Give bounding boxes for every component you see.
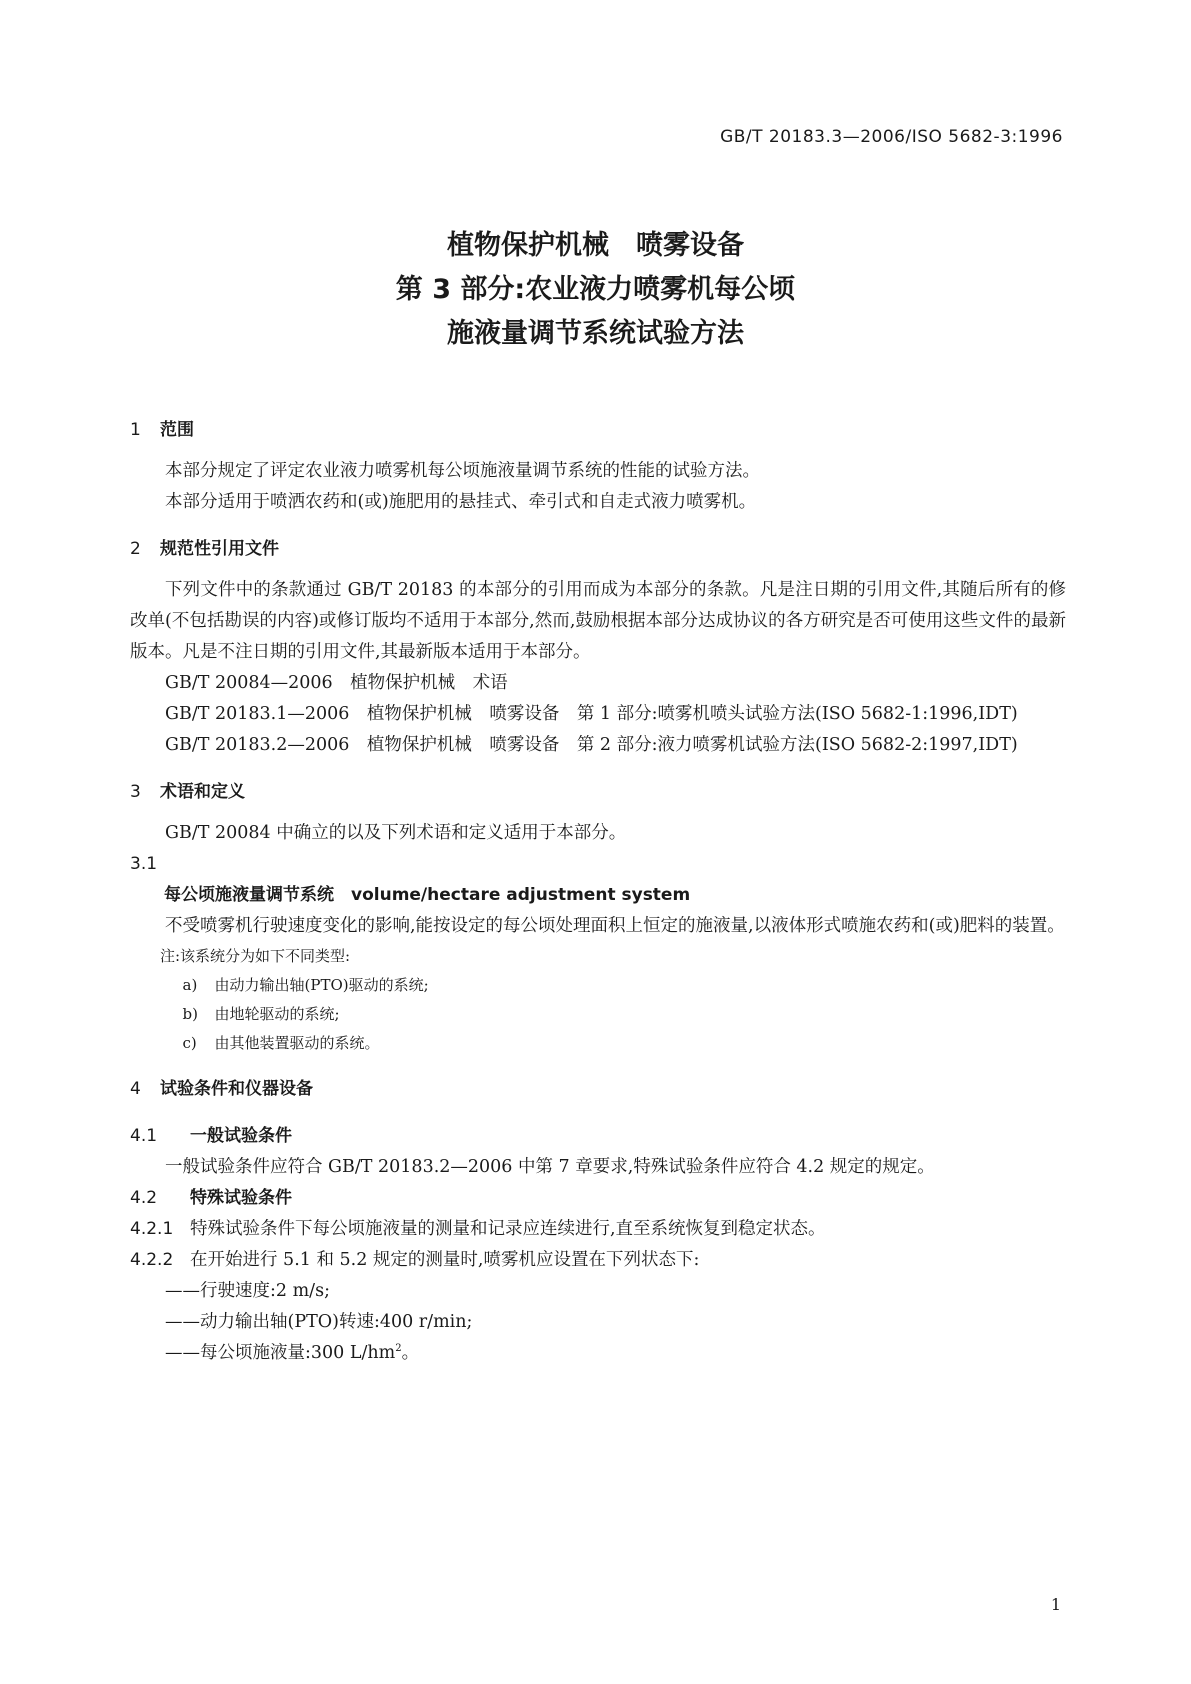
subsection-4-2-heading [130,1183,1066,1214]
clause-text: 在开始进行 5.1 和 5.2 规定的测量时,喷雾机应设置在下列状态下: [190,1250,700,1270]
term-name: 每公顷施液量调节系统 volume/hectare adjustment system [164,885,691,905]
note-item-text: 由其他装置驱动的系统。 [214,1034,380,1052]
subsection-number: 4.1 [130,1126,158,1146]
title-line-3: 施液量调节系统试验方法 [447,318,744,349]
section-3-heading [130,777,1066,808]
document-body [130,415,1066,1369]
dash-list-item: ——动力输出轴(PTO)转速:400 r/min; [165,1312,473,1332]
reference-item: GB/T 20183.2—2006 植物保护机械 喷雾设备 第 2 部分:液力喷雾机试验方法(ISO 5682-2:1997,IDT) [165,735,1018,755]
paragraph: 本部分规定了评定农业液力喷雾机每公顷施液量调节系统的性能的试验方法。 [165,461,760,481]
section-title: 规范性引用文件 [160,539,279,559]
dash-item-end: 。 [401,1343,420,1363]
note: 注:该系统分为如下不同类型: [160,947,351,965]
dash-item-text: ——每公顷施液量:300 L/hm [165,1343,396,1363]
reference-item: GB/T 20084—2006 植物保护机械 术语 [165,673,508,693]
note-item-label: c) [182,1034,197,1052]
clause-number: 4.2.1 [130,1219,174,1239]
page-number: 1 [1050,1595,1061,1614]
section-number: 4 [130,1079,141,1099]
standard-code-header: GB/T 20183.3—2006/ISO 5682-3:1996 [720,127,1063,147]
title-line-1: 植物保护机械 喷雾设备 [447,230,744,261]
paragraph: 本部分适用于喷洒农药和(或)施肥用的悬挂式、牵引式和自走式液力喷雾机。 [165,492,757,512]
superscript: 2 [395,1343,402,1355]
paragraph: 下列文件中的条款通过 GB/T 20183 的本部分的引用而成为本部分的条款。凡是注日期的引用文件,其随后所有的修改单(不包括勘误的内容)或修订版均不适用于本部分,然而,鼓励根据本部分达成协议的各方研究是否可使用这些文件的最新版本。凡是不注日期的引用文件,其最新版本适用于本部分。 [130,580,1066,662]
section-2-heading [130,534,1066,565]
clause-4-2-1 [130,1214,1066,1245]
document-title [0,226,1191,358]
term-definition: 不受喷雾机行驶速度变化的影响,能按设定的每公顷处理面积上恒定的施液量,以液体形式喷施农药和(或)肥料的装置。 [165,916,1065,936]
subsection-4-1-heading [130,1121,1066,1152]
reference-item: GB/T 20183.1—2006 植物保护机械 喷雾设备 第 1 部分:喷雾机喷头试验方法(ISO 5682-1:1996,IDT) [165,704,1018,724]
term-number: 3.1 [130,854,158,874]
paragraph: 一般试验条件应符合 GB/T 20183.2—2006 中第 7 章要求,特殊试验条件应符合 4.2 规定的规定。 [165,1157,935,1177]
clause-number: 4.2.2 [130,1250,174,1270]
section-number: 1 [130,420,141,440]
subsection-number: 4.2 [130,1188,158,1208]
title-line-2: 第 3 部分:农业液力喷雾机每公顷 [395,274,796,305]
section-number: 2 [130,539,141,559]
note-item-label: b) [182,1005,198,1023]
note-item [130,1000,1066,1029]
note-item-label: a) [182,976,198,994]
section-number: 3 [130,782,141,802]
note-item-text: 由地轮驱动的系统; [214,1005,340,1023]
dash-list-item [130,1338,1066,1369]
section-title: 试验条件和仪器设备 [160,1079,313,1099]
note-item-text: 由动力输出轴(PTO)驱动的系统; [214,976,429,994]
paragraph: GB/T 20084 中确立的以及下列术语和定义适用于本部分。 [165,823,627,843]
subsection-title: 特殊试验条件 [190,1188,292,1208]
note-item [130,971,1066,1000]
clause-4-2-2 [130,1245,1066,1276]
dash-list-item: ——行驶速度:2 m/s; [165,1281,330,1301]
clause-text: 特殊试验条件下每公顷施液量的测量和记录应连续进行,直至系统恢复到稳定状态。 [190,1219,826,1239]
section-4-heading [130,1074,1066,1105]
section-title: 术语和定义 [160,782,245,802]
note-item [130,1029,1066,1058]
subsection-title: 一般试验条件 [190,1126,292,1146]
section-1-heading [130,415,1066,446]
section-title: 范围 [160,420,194,440]
